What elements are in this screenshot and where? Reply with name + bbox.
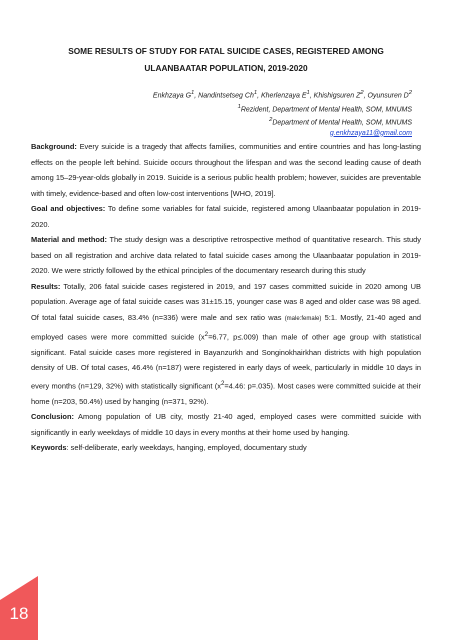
author-names: Enkhzaya $G^1$, Nandintsetseg Ch$^1$, Kherlenzaya $E^1$, Khishigsuren $Z^2$, Oyunsuren $D^2$ (152, 90, 412, 100)
author-email-link[interactable]: g.enkhzaya11@gmail.com (329, 129, 412, 137)
method-paragraph: Material and method: The study design was a descriptive retrospective method of quantitative research. This study based on all registration and archive data related to fatal suicide cases among the Ulaanbaatar population in 2019-2020. We were strictly followed by the ethical principles of the documentary research during this study (31, 235, 421, 275)
goal-label: Goal and objectives: (31, 204, 106, 213)
paper-title (40, 43, 412, 77)
corner-cut-decoration (0, 576, 38, 600)
background-label: Background: (31, 142, 77, 151)
abstract-body (31, 139, 421, 456)
author-block (72, 88, 412, 139)
results-paragraph: Results: Totally, 206 fatal suicide cases registered in 2019, and 197 cases committed suicide in 2020 among UB population. Average age of fatal suicide cases was 31±15.15, younger case was 8 aged and older case was 98 aged. Of total fatal suicide cases, 83.4% (n=336) were male and sex ratio was (male:female) 5:1. Mostly, 21-40 aged and employed cases were more committed suicide ($x^2=6.77$, p≤.009) than male of other age group with statistical significant. Fatal suicide cases more registered in Bayanzurkh and Songinokhairkhan districts with high population density of UB. Of total cases, 46.4% (n=187) were registered in early days of week, particularly in middle 10 days in every months (n=129, 32%) with statistically significant ($x^2=4.46$: p=.035). Most cases were committed suicide at their home (n=203, 50.4%) used by hanging (n=371, 92%). (31, 281, 421, 406)
page-number-tab (0, 576, 38, 640)
title-line-1: SOME RESULTS OF STUDY FOR FATAL SUICIDE CASES, REGISTERED AMONG (68, 46, 384, 56)
goal-paragraph: Goal and objectives: To define some variables for fatal suicide, registered among Ulaanbaatar population in 2019-2020. (31, 204, 421, 229)
keywords-paragraph: Keywords: self-deliberate, early weekdays, hanging, employed, documentary study (31, 443, 307, 453)
page-number: 18 (9, 604, 29, 623)
affiliation-2: $^2$Department of Mental Health, SOM, MNUMS (269, 117, 412, 127)
affiliation-1: $^1$Rezident, Department of Mental Health, SOM, MNUMS (237, 103, 412, 113)
results-label: Results: (31, 281, 61, 291)
title-line-2: ULAANBAATAR POPULATION, 2019-2020 (144, 63, 308, 73)
conclusion-label: Conclusion: (31, 412, 74, 422)
conclusion-paragraph: Conclusion: Among population of UB city, mostly 21-40 aged, employed cases were committed suicide with significantly in early weekdays of middle 10 days in every months at their home used by hanging. (31, 412, 421, 437)
method-label: Material and method: (31, 235, 107, 244)
keywords-label: Keywords (31, 443, 67, 453)
background-paragraph: Background: Every suicide is a tragedy that affects families, communities and entire countries and has long-lasting effects on the people left behind. Suicide occurs throughout the lifespan and was the second leading cause of death among 15–29-year-olds globally in 2019. Suicide is a serious public health problem; however, suicides are preventable with timely, evidence-based and often low-cost interventions [WHO, 2019]. (31, 142, 421, 198)
